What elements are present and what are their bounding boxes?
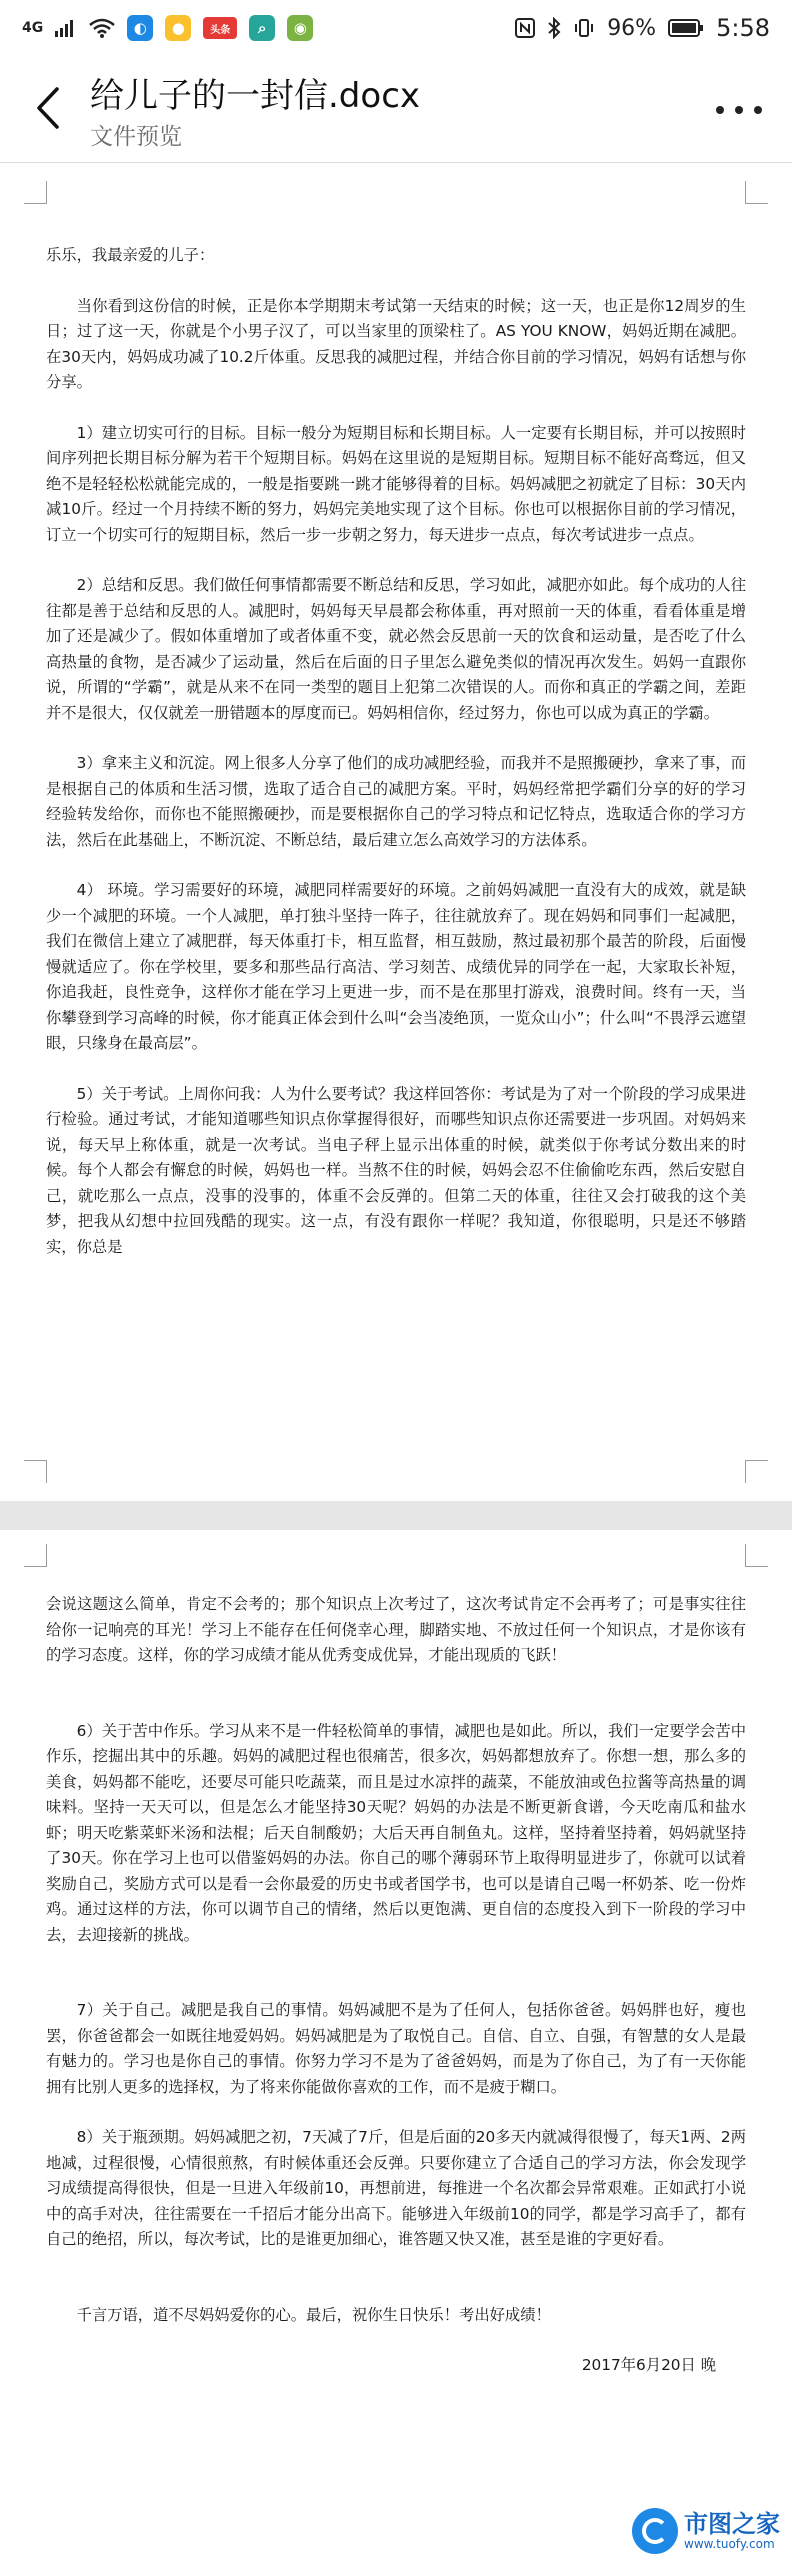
margin-corner-mark xyxy=(745,181,768,204)
page-1-content xyxy=(46,243,746,1260)
watermark-name: 市图之家 xyxy=(684,2510,780,2539)
more-dot xyxy=(754,106,762,114)
battery-icon xyxy=(668,19,704,37)
site-watermark xyxy=(632,2508,780,2554)
paragraph-5-exams: 5）关于考试。上周你问我：人为什么要考试？我这样回答你：考试是为了对一个阶段的学习成果进行检验。通过考试，才能知道哪些知识点你掌握得很好，而哪些知识点你还需要进一步巩固。对妈妈来说，每天早上称体重，就是一次考试。当电子秤上显示出体重的时候，就类似于你考试分数出来的时候。每个人都会有懈怠的时候，妈妈也一样。当熬不住的时候，妈妈会忍不住偷偷吃东西，然后安慰自己，就吃那么一点点，没事的没事的，体重不会反弹的。但第二天的体重，往往又会打破我的这个美梦，把我从幻想中拉回残酷的现实。这一点，有没有跟你一样呢？我知道，你很聪明，只是还不够踏实，你总是 xyxy=(46,1084,746,1256)
document-page-2[interactable] xyxy=(0,1530,792,2560)
signal-bars-icon xyxy=(55,19,77,37)
margin-corner-mark xyxy=(745,1460,768,1483)
battery-percent: 96% xyxy=(607,15,657,41)
paragraph-4-environment: 4） 环境。学习需要好的环境，减肥同样需要好的环境。之前妈妈减肥一直没有大的成效，就是缺少一个减肥的环境。一个人减肥，单打独斗坚持一阵子，往往就放弃了。现在妈妈和同事们一起减肥，我们在微信上建立了减肥群，每天体重打卡，相互监督，相互鼓励，熬过最初那个最苦的阶段，后面慢慢就适应了。你在学校里，要多和那些品行高洁、学习刻苦、成绩优异的同学在一起，大家取长补短，你追我赶，良性竞争，这样你才能在学习上更进一步，而不是在那里打游戏，浪费时间。终有一天，当你攀登到学习高峰的时候，你才能真正体会到什么叫“会当凌绝顶，一览众山小”；什么叫“不畏浮云遮望眼，只缘身在最高层”。 xyxy=(46,881,746,1052)
site-logo-icon xyxy=(632,2508,678,2554)
wechat-icon: ◉ xyxy=(287,15,313,41)
document-page-1[interactable] xyxy=(0,163,792,1501)
document-subtitle: 文件预览 xyxy=(90,124,182,150)
letter-greeting: 乐乐，我最亲爱的儿子： xyxy=(46,246,215,264)
margin-corner-mark xyxy=(24,1460,47,1483)
letter-closing: 千言万语，道不尽妈妈爱你的心。最后，祝你生日快乐！考出好成绩！ xyxy=(76,2305,551,2324)
paragraph-1-goals: 1）建立切实可行的目标。目标一般分为短期目标和长期目标。人一定要有长期目标，并可以按照时间序列把长期目标分解为若干个短期目标。妈妈在这里说的是短期目标。短期目标不能好高骛远，但又绝不是轻轻松松就能完成的，一般是指要跳一跳才能够得着的目标。妈妈减肥之初就定了目标：30天内减10斤。经过一个月持续不断的努力，妈妈完美地实现了这个目标。你也可以根据你目前的学习情况，订立一个切实可行的短期目标，然后一步一步朝之努力，每天进步一点点，每次考试进步一点点。 xyxy=(46,423,746,544)
wifi-icon xyxy=(89,18,115,38)
news-app-icon: 头条 xyxy=(203,17,237,39)
more-options-icon[interactable] xyxy=(716,98,762,122)
margin-corner-mark xyxy=(745,1544,768,1567)
title-bar xyxy=(0,56,792,163)
watermark-url: www.tuofy.com xyxy=(684,2536,775,2551)
letter-signature-date: 2017年6月20日 晚 xyxy=(581,2356,716,2374)
paragraph-6-enjoyment: 6）关于苦中作乐。学习从来不是一件轻松简单的事情，减肥也是如此。所以，我们一定要学会苦中作乐，挖掘出其中的乐趣。妈妈的减肥过程也很痛苦，很多次，妈妈都想放弃了。你想一想，那么多的美食，妈妈都不能吃，还要尽可能只吃蔬菜，而且是过水凉拌的蔬菜，不能放油或色拉酱等高热量的调味料。坚持一天天可以，但是怎么才能坚持30天呢？妈妈的办法是不断更新食谱，今天吃南瓜和盐水虾；明天吃紫菜虾米汤和法棍；后天自制酸奶；大后天再自制鱼丸。这样，坚持着坚持着，妈妈就坚持了30天。你在学习上也可以借鉴妈妈的办法。你自己的哪个薄弱环节上取得明显进步了，你就可以试着奖励自己，奖励方式可以是看一会你最爱的历史书或者国学书，也可以是请自己喝一杯奶茶、吃一份炸鸡。通过这样的方法，你可以调节自己的情绪，然后以更饱满、更自信的态度投入到下一阶段的学习中去，去迎接新的挑战。 xyxy=(46,1721,746,1944)
paragraph-5-continued: 会说这题这么简单，肯定不会考的；那个知识点上次考过了，这次考试肯定不会再考了；可是事实往往给你一记响亮的耳光！学习上不能存在任何侥幸心理，脚踏实地、不放过任何一个知识点，才是你该有的学习态度。这样，你的学习成绩才能从优秀变成优异，才能出现质的飞跃！ xyxy=(46,1595,746,1664)
document-title: 给儿子的一封信.docx xyxy=(90,76,421,116)
more-dot xyxy=(716,106,724,114)
paragraph-3-methods: 3）拿来主义和沉淀。网上很多人分享了他们的成功减肥经验，而我并不是照搬硬抄，拿来了事，而是根据自己的体质和生活习惯，选取了适合自己的减肥方案。平时，妈妈经常把学霸们分享的好的学习经验转发给你，而你也不能照搬硬抄，而是要根据你自己的学习特点和记忆特点，选取适合你的学习方法，然后在此基础上，不断沉淀、不断总结，最后建立怎么高效学习的方法体系。 xyxy=(46,754,746,849)
paragraph-intro: 当你看到这份信的时候，正是你本学期期末考试第一天结束的时候；这一天，也正是你12周岁的生日；过了这一天，你就是个小男子汉了，可以当家里的顶梁柱了。AS YOU KNOW，妈妈近期在减肥。在30天内，妈妈成功减了10.2斤体重。反思我的减肥过程，并结合你目前的学习情况，妈妈有话想与你分享。 xyxy=(46,296,746,391)
signal-icon: 4G xyxy=(22,20,44,36)
margin-corner-mark xyxy=(24,1544,47,1567)
clock-time: 5:58 xyxy=(716,14,770,42)
paragraph-7-self: 7）关于自己。减肥是我自己的事情。妈妈减肥不是为了任何人，包括你爸爸。妈妈胖也好，瘦也罢，你爸爸都会一如既往地爱妈妈。妈妈减肥是为了取悦自己。自信、自立、自强，有智慧的女人是最有魅力的。学习也是你自己的事情。你努力学习不是为了爸爸妈妈，而是为了你自己，为了有一天你能拥有比别人更多的选择权，为了将来你能做你喜欢的工作，而不是疲于糊口。 xyxy=(46,2001,746,2096)
status-left xyxy=(22,15,313,41)
status-bar xyxy=(0,0,792,56)
app-notification-icon: ◐ xyxy=(127,15,153,41)
bulb-app-icon: ● xyxy=(165,15,191,41)
page-2-content xyxy=(46,1592,746,2379)
nfc-icon xyxy=(515,18,535,38)
bluetooth-icon xyxy=(547,17,561,39)
vibrate-icon xyxy=(573,18,595,38)
margin-corner-mark xyxy=(24,181,47,204)
more-dot xyxy=(735,106,743,114)
status-right xyxy=(515,14,770,42)
back-arrow-icon[interactable] xyxy=(26,84,70,132)
paragraph-2-reflection: 2）总结和反思。我们做任何事情都需要不断总结和反思，学习如此，减肥亦如此。每个成功的人往往都是善于总结和反思的人。减肥时，妈妈每天早晨都会称体重，再对照前一天的体重，看看体重是增加了还是减少了。假如体重增加了或者体重不变，就必然会反思前一天的饮食和运动量，是否吃了什么高热量的食物，是否减少了运动量，然后在后面的日子里怎么避免类似的情况再次发生。妈妈一直跟你说，所谓的“学霸”，就是从来不在同一类型的题目上犯第二次错误的人。而你和真正的学霸之间，差距并不是很大，仅仅就差一册错题本的厚度而已。妈妈相信你，经过努力，你也可以成为真正的学霸。 xyxy=(46,576,746,722)
paragraph-8-bottleneck: 8）关于瓶颈期。妈妈减肥之初，7天减了7斤，但是后面的20多天内就减得很慢了，每天1两、2两地减，过程很慢，心情很煎熬，有时候体重还会反弹。只要你建立了合适自己的学习方法，你会发现学习成绩提高得很快，但是一旦进入年级前10，再想前进，每推进一个名次都会异常艰难。正如武打小说中的高手对决，往往需要在一千招后才能分出高下。能够进入年级前10的同学，都是学习高手了，都有自己的绝招，所以，每次考试，比的是谁更加细心，谁答题又快又准，甚至是谁的字更好看。 xyxy=(46,2128,746,2248)
search-app-icon: ⌕ xyxy=(249,15,275,41)
